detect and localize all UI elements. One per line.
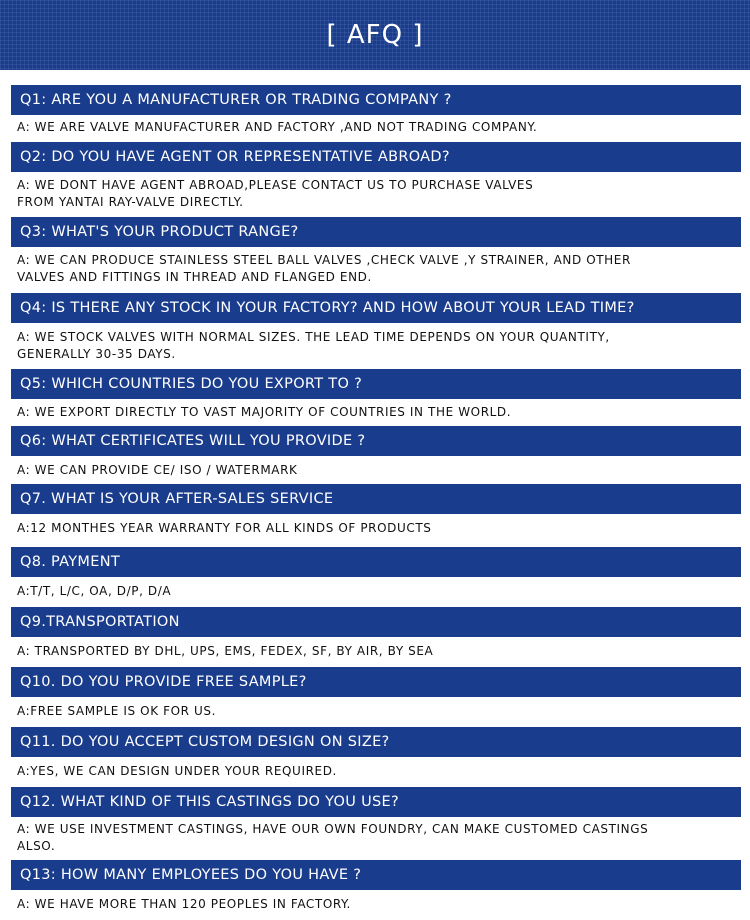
question-bar (11, 727, 741, 757)
answer-text: A: WE STOCK VALVES WITH NORMAL SIZES. THE LEAD TIME DEPENDS ON YOUR QUANTITY, GENERALLY 30-35 DAYS. (17, 330, 610, 361)
question-text: Q2: DO YOU HAVE AGENT OR REPRESENTATIVE ABROAD? (20, 149, 450, 165)
question-bar (11, 142, 741, 172)
answer-text: A: WE EXPORT DIRECTLY TO VAST MAJORITY OF COUNTRIES IN THE WORLD. (17, 405, 512, 419)
answer-text: A: TRANSPORTED BY DHL, UPS, EMS, FEDEX, SF, BY AIR, BY SEA (17, 644, 434, 658)
page-header (0, 0, 750, 70)
question-text: Q13: HOW MANY EMPLOYEES DO YOU HAVE ? (20, 867, 362, 883)
question-text: Q8. PAYMENT (20, 554, 120, 570)
question-text: Q10. DO YOU PROVIDE FREE SAMPLE? (20, 674, 307, 690)
answer-text: A: WE ARE VALVE MANUFACTURER AND FACTORY ,AND NOT TRADING COMPANY. (17, 120, 538, 134)
question-text: Q1: ARE YOU A MANUFACTURER OR TRADING COMPANY ? (20, 92, 452, 108)
question-text: Q5: WHICH COUNTRIES DO YOU EXPORT TO ? (20, 376, 363, 392)
question-bar (11, 787, 741, 817)
question-text: Q12. WHAT KIND OF THIS CASTINGS DO YOU USE? (20, 794, 399, 810)
question-text: Q11. DO YOU ACCEPT CUSTOM DESIGN ON SIZE? (20, 734, 390, 750)
question-bar (11, 547, 741, 577)
question-text: Q4: IS THERE ANY STOCK IN YOUR FACTORY? AND HOW ABOUT YOUR LEAD TIME? (20, 300, 635, 316)
answer-text: A:FREE SAMPLE IS OK FOR US. (17, 704, 216, 718)
answer-text: A: WE USE INVESTMENT CASTINGS, HAVE OUR OWN FOUNDRY, CAN MAKE CUSTOMED CASTINGS ALSO. (17, 822, 649, 853)
question-bar (11, 217, 741, 247)
question-text: Q3: WHAT'S YOUR PRODUCT RANGE? (20, 224, 299, 240)
question-bar (11, 667, 741, 697)
question-text: Q6: WHAT CERTIFICATES WILL YOU PROVIDE ? (20, 433, 366, 449)
question-bar (11, 607, 741, 637)
question-bar (11, 484, 741, 514)
question-bar (11, 369, 741, 399)
question-bar (11, 426, 741, 456)
answer-text: A: WE CAN PRODUCE STAINLESS STEEL BALL VALVES ,CHECK VALVE ,Y STRAINER, AND OTHER VALVES AND FITTINGS IN THREAD AND FLANGED END. (17, 253, 631, 284)
answer-text: A: WE HAVE MORE THAN 120 PEOPLES IN FACTORY. (17, 897, 351, 911)
page-title: [ AFQ ] (326, 20, 424, 50)
answer-text: A: WE CAN PROVIDE CE/ ISO / WATERMARK (17, 463, 298, 477)
question-text: Q7. WHAT IS YOUR AFTER-SALES SERVICE (20, 491, 334, 507)
question-bar (11, 85, 741, 115)
question-bar (11, 860, 741, 890)
question-bar (11, 293, 741, 323)
answer-text: A: WE DONT HAVE AGENT ABROAD,PLEASE CONTACT US TO PURCHASE VALVES FROM YANTAI RAY-VALVE DIRECTLY. (17, 178, 534, 209)
answer-text: A:12 MONTHES YEAR WARRANTY FOR ALL KINDS OF PRODUCTS (17, 521, 432, 535)
answer-text: A:T/T, L/C, OA, D/P, D/A (17, 584, 172, 598)
question-text: Q9.TRANSPORTATION (20, 614, 180, 630)
answer-text: A:YES, WE CAN DESIGN UNDER YOUR REQUIRED. (17, 764, 337, 778)
